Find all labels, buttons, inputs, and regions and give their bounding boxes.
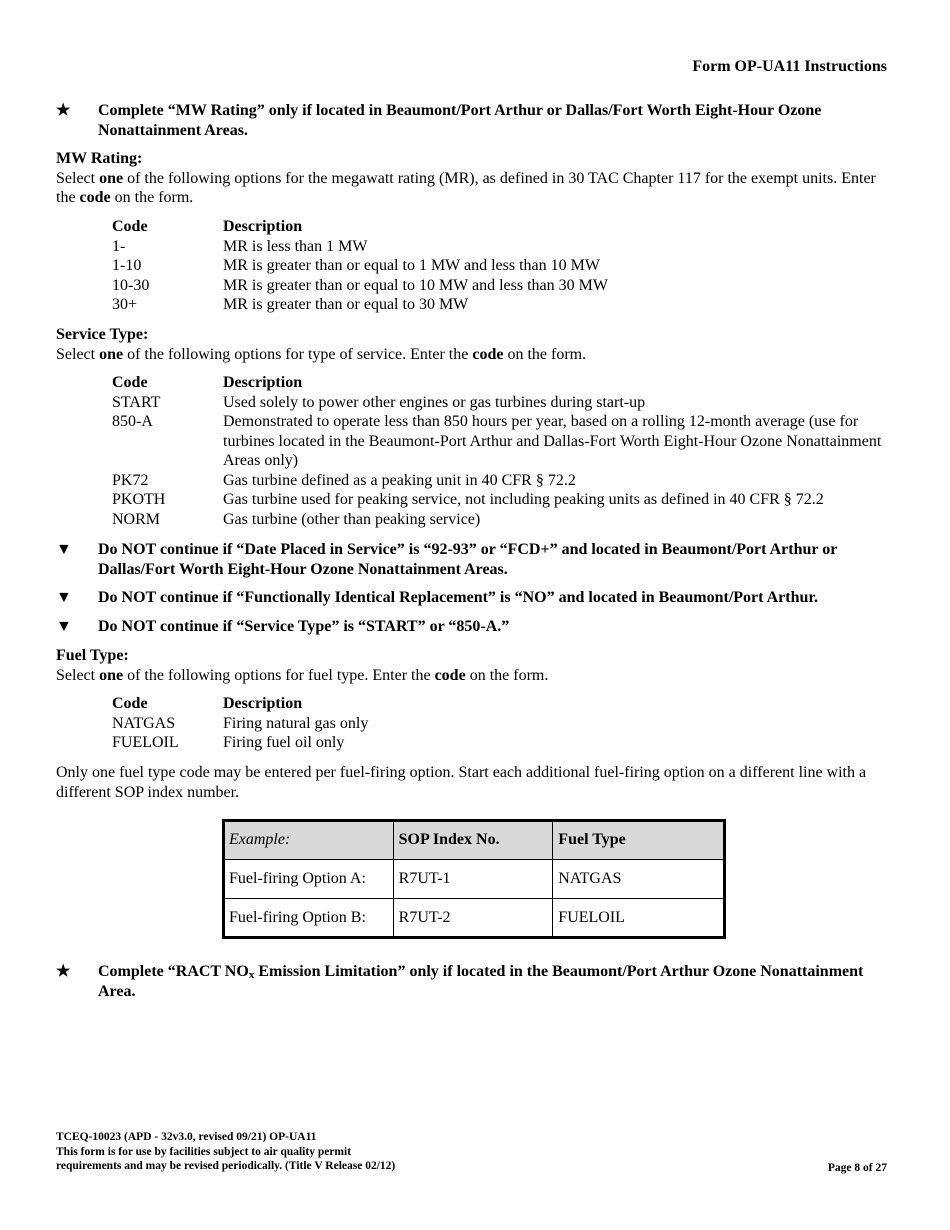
code-cell: PK72: [112, 471, 149, 489]
triangle-down-icon: ▼: [56, 541, 72, 558]
sop-index-cell: R7UT-2: [393, 899, 553, 938]
fuel-type-cell: NATGAS: [553, 860, 725, 899]
column-header-code: Code: [112, 218, 148, 235]
table-header-row: [112, 694, 902, 714]
description-cell: MR is greater than or equal to 1 MW and less than 10 MW: [223, 257, 600, 274]
star-icon: ★: [56, 102, 71, 119]
section-heading: Fuel Type:: [56, 647, 129, 664]
code-cell: NATGAS: [112, 714, 176, 732]
table-row: [112, 295, 902, 315]
description-cell: MR is greater than or equal to 30 MW: [223, 296, 469, 313]
table-row: [112, 714, 902, 734]
note-text: Do NOT continue if “Service Type” is “START” or “850-A.”: [98, 618, 510, 635]
table-row: [112, 490, 902, 510]
note-text: Complete “MW Rating” only if located in Beaumont/Port Arthur or Dallas/Fort Worth Eight-Hour Ozone Nonattainment Areas.: [98, 102, 822, 139]
fuel-type-code-table: [112, 694, 902, 753]
table-row: [112, 256, 902, 276]
note-text: Do NOT continue if “Date Placed in Service” is “92-93” or “FCD+” and located in Beaumont/Port Arthur or Dallas/Fort Worth Eight-Hour Ozone Nonattainment Areas.: [98, 541, 838, 578]
note-dnc-date-placed: [56, 540, 896, 580]
option-cell: Fuel-firing Option B:: [224, 899, 394, 938]
section-mw-rating: [56, 149, 896, 208]
footer-form-id: TCEQ-10023 (APD - 32v3.0, revised 09/21) OP-UA11: [56, 1131, 317, 1143]
section-intro: Select one of the following options for fuel type. Enter the code on the form.: [56, 666, 549, 684]
description-cell: Demonstrated to operate less than 850 hours per year, based on a rolling 12-month average (use for turbines located in the Beaumont-Port Arthur and Dallas-Fort Worth Eight-Hour Ozone Nonattainment Areas only): [223, 413, 882, 469]
column-header-description: Description: [223, 695, 303, 712]
table-row: [112, 510, 902, 530]
triangle-down-icon: ▼: [56, 589, 72, 606]
table-row: [112, 733, 902, 753]
note-ract-nox: [56, 962, 896, 1002]
star-icon: ★: [56, 963, 71, 980]
section-heading: Service Type:: [56, 326, 149, 343]
table-row: [112, 471, 902, 491]
description-cell: MR is less than 1 MW: [223, 237, 368, 255]
note-dnc-service-type: [56, 617, 896, 637]
description-cell: Gas turbine defined as a peaking unit in 40 CFR § 72.2: [223, 471, 576, 489]
mw-rating-code-table: [112, 217, 902, 315]
section-fuel-type: [56, 646, 896, 685]
page-footer: [56, 1130, 395, 1174]
section-intro: Select one of the following options for the megawatt rating (MR), as defined in 30 TAC Chapter 117 for the exempt units. Enter the code on the form.: [56, 169, 876, 206]
section-service-type: [56, 325, 896, 364]
description-cell: Firing natural gas only: [223, 714, 369, 732]
note-dnc-functional: [56, 588, 896, 608]
table-row: [224, 899, 725, 938]
header-cell-sop-index: SOP Index No.: [393, 821, 553, 860]
code-cell: NORM: [112, 510, 161, 528]
code-cell: 10-30: [112, 276, 150, 294]
code-cell: 1-10: [112, 257, 142, 274]
table-header-row: [112, 373, 902, 393]
description-cell: Gas turbine used for peaking service, not including peaking units as defined in 40 CFR § 72.2: [223, 491, 824, 508]
example-header-row: [224, 821, 725, 860]
column-header-code: Code: [112, 695, 148, 712]
footer-note-line: requirements and may be revised periodically. (Title V Release 02/12): [56, 1160, 396, 1172]
code-cell: 30+: [112, 296, 138, 313]
table-header-row: [112, 217, 902, 237]
table-row: [112, 237, 902, 257]
column-header-description: Description: [223, 374, 303, 391]
column-header-description: Description: [223, 218, 303, 235]
column-header-code: Code: [112, 374, 148, 391]
note-text: Complete “RACT $NO_x$ Emission Limitation” only if located in the Beaumont/Port Arthur Ozone Nonattainment Area.: [98, 963, 864, 1000]
option-cell: Fuel-firing Option A:: [224, 860, 394, 899]
fuel-type-paragraph: Only one fuel type code may be entered per fuel-firing option. Start each additional fuel-firing option on a different line with a different SOP index number.: [56, 764, 867, 801]
code-cell: PKOTH: [112, 491, 166, 508]
note-mw-rating: [56, 101, 896, 141]
table-row: [224, 860, 725, 899]
header-cell-fuel-type: Fuel Type: [553, 821, 725, 860]
note-text: Do NOT continue if “Functionally Identical Replacement” is “NO” and located in Beaumont/Port Arthur.: [98, 589, 819, 606]
fuel-type-cell: FUELOIL: [553, 899, 725, 938]
description-cell: Firing fuel oil only: [223, 734, 345, 751]
service-type-code-table: [112, 373, 902, 529]
footer-note-line: This form is for use by facilities subject to air quality permit: [56, 1145, 352, 1158]
table-row: [112, 276, 902, 296]
example-table: [222, 819, 726, 939]
code-cell: 1-: [112, 237, 126, 255]
code-cell: START: [112, 393, 161, 411]
triangle-down-icon: ▼: [56, 618, 72, 635]
sop-index-cell: R7UT-1: [393, 860, 553, 899]
code-cell: FUELOIL: [112, 734, 179, 751]
description-cell: MR is greater than or equal to 10 MW and less than 30 MW: [223, 276, 608, 294]
section-heading: MW Rating:: [56, 150, 143, 167]
description-cell: Used solely to power other engines or gas turbines during start-up: [223, 393, 646, 411]
page-header-title: Form OP-UA11 Instructions: [692, 58, 887, 75]
code-cell: 850-A: [112, 413, 153, 430]
page-number: Page 8 of 27: [827, 1162, 887, 1174]
header-cell-example: Example:: [224, 821, 394, 860]
section-intro: Select one of the following options for type of service. Enter the code on the form.: [56, 345, 587, 363]
table-row: [112, 393, 902, 413]
table-row: [112, 412, 902, 471]
description-cell: Gas turbine (other than peaking service): [223, 510, 481, 528]
